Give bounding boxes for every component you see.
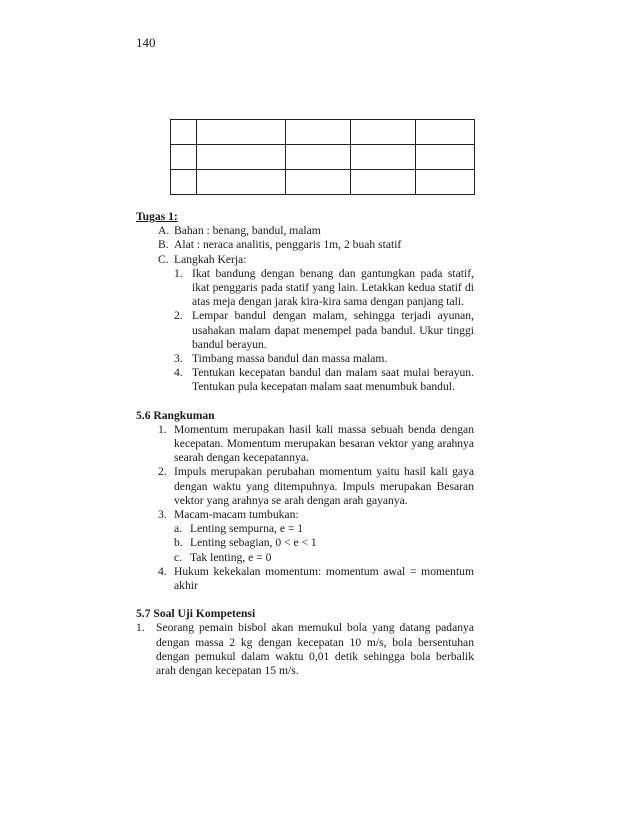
page-content — [136, 210, 474, 678]
list-item — [174, 536, 474, 550]
list-marker: 2. — [158, 465, 167, 479]
table-cell — [351, 120, 416, 145]
list-item-text: Momentum merupakan hasil kali massa sebuah benda dengan kecepatan. Momentum merupakan besaran vektor yang arahnya searah dengan kecepatannya. — [174, 422, 474, 465]
tugas-list — [136, 224, 474, 394]
list-marker: 1. — [174, 266, 183, 280]
table-cell — [351, 145, 416, 170]
tugas-heading: Tugas 1: — [136, 210, 178, 223]
table-row — [171, 120, 475, 145]
list-marker: 4. — [158, 564, 167, 578]
list-item — [136, 423, 474, 466]
soal-list — [136, 621, 474, 678]
table-cell — [171, 120, 197, 145]
table-cell — [286, 120, 351, 145]
list-item-text: Lempar bandul dengan malam, sehingga terjadi ayunan, usahakan malam dapat menempel pada bandul. Ukur tinggi bandul berayun. — [192, 309, 474, 351]
list-item-text: Alat : neraca analitis, penggaris 1m, 2 buah statif — [174, 238, 402, 252]
list-marker: A. — [158, 224, 170, 238]
list-item-text: Macam-macam tumbukan: — [174, 508, 299, 522]
table-cell — [171, 145, 197, 170]
rangkuman-list — [136, 423, 474, 593]
list-marker: 3. — [158, 508, 167, 522]
list-marker: 1. — [158, 422, 167, 436]
table-row — [171, 170, 475, 195]
list-item-text: Tak lenting, e = 0 — [190, 550, 272, 564]
list-marker: 4. — [174, 366, 183, 380]
list-marker: 3. — [174, 352, 183, 366]
page-number: 140 — [136, 35, 156, 50]
list-item-text: Tentukan kecepatan bandul dan malam saat mulai berayun. Tentukan pula kecepatan malam saat menumbuk bandul. — [192, 366, 474, 394]
list-item-text: Timbang massa bandul dan massa malam. — [192, 352, 388, 366]
table-row — [171, 145, 475, 170]
list-item — [136, 253, 474, 395]
table-cell — [197, 145, 286, 170]
list-item-text: Hukum kekekalan momentum: momentum awal = momentum akhir — [174, 564, 474, 593]
table-cell — [286, 170, 351, 195]
table-cell — [416, 170, 475, 195]
list-item — [174, 551, 474, 565]
list-item — [136, 465, 474, 508]
list-item — [174, 522, 474, 536]
list-item — [174, 366, 474, 394]
list-marker: 2. — [174, 309, 183, 323]
list-item-text: Lenting sebagian, 0 < e < 1 — [190, 536, 317, 550]
list-item — [136, 508, 474, 565]
step-list — [174, 267, 474, 395]
table-cell — [351, 170, 416, 195]
table-cell — [171, 170, 197, 195]
list-marker: c. — [174, 550, 183, 564]
list-item-text: Impuls merupakan perubahan momentum yaitu hasil kali gaya dengan waktu yang ditempuhnya. Impuls merupakan Besaran vektor yang arahnya se arah dengan arah gayanya. — [174, 465, 474, 507]
list-item-text: Bahan : benang, bandul, malam — [174, 224, 321, 238]
table-cell — [286, 145, 351, 170]
list-marker: C. — [158, 252, 169, 266]
list-item-text: Seorang pemain bisbol akan memukul bola yang datang padanya dengan massa 2 kg dengan kecepatan 10 m/s, bola bersentuhan dengan pemukul dalam waktu 0,01 detik sehingga bola berbalik arah dengan kecepatan 15 m/s. — [156, 621, 474, 678]
list-marker: b. — [174, 536, 183, 550]
list-item-text: Ikat bandung dengan benang dan gantungkan pada statif, ikat penggaris pada statif yang lain. Letakkan kedua statif di atas meja dengan jarak kira-kira sama dengan panjang tali. — [192, 266, 474, 309]
empty-data-table — [170, 119, 475, 195]
list-marker: B. — [158, 238, 169, 252]
list-marker: a. — [174, 522, 183, 536]
collision-type-list — [174, 522, 474, 565]
list-marker: 1. — [136, 621, 145, 635]
list-item — [136, 238, 474, 252]
list-item — [174, 267, 474, 310]
list-item — [174, 309, 474, 352]
list-item — [174, 352, 474, 366]
list-item — [136, 224, 474, 238]
soal-heading: 5.7 Soal Uji Kompetensi — [136, 607, 256, 621]
list-item — [136, 565, 474, 593]
table-cell — [416, 120, 475, 145]
table-cell — [416, 145, 475, 170]
rangkuman-heading: 5.6 Rangkuman — [136, 408, 215, 422]
list-item — [136, 621, 474, 678]
table-cell — [197, 170, 286, 195]
list-item-text: Langkah Kerja: — [174, 252, 247, 266]
table-cell — [197, 120, 286, 145]
list-item-text: Lenting sempurna, e = 1 — [190, 522, 304, 536]
